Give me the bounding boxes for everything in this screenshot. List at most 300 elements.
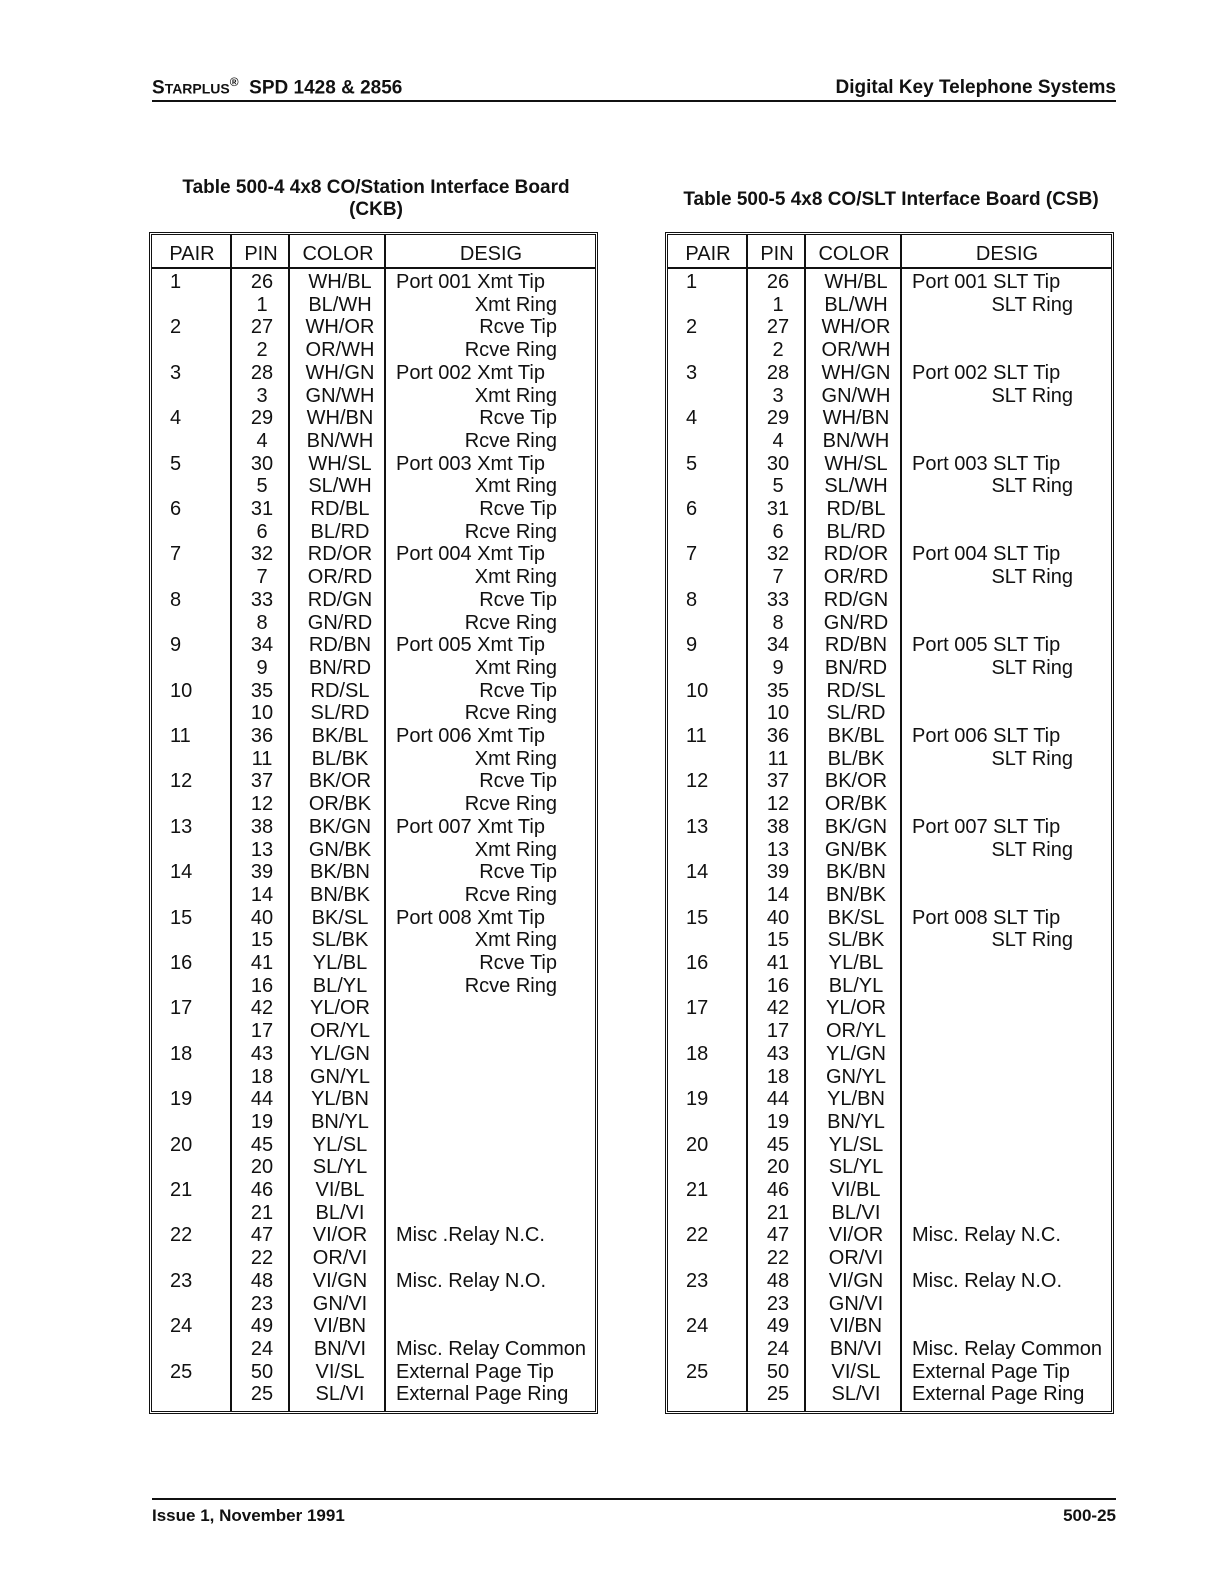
- pin-cell: 47: [766, 1224, 790, 1247]
- pin-cell: 18: [766, 1065, 790, 1088]
- table-row: [668, 657, 1111, 680]
- pair-cell: 9: [686, 634, 698, 657]
- pin-cell: 22: [766, 1247, 790, 1270]
- pin-cell: 23: [766, 1292, 790, 1315]
- table-row: [152, 657, 595, 680]
- table-row: [668, 1134, 1111, 1157]
- desig-cell: Port 006 SLT Tip: [912, 725, 1061, 747]
- desig-cell: Port 008 SLT Tip: [912, 906, 1061, 929]
- pair-cell: 1: [686, 271, 698, 293]
- pair-cell: 24: [170, 1315, 193, 1338]
- color-cell: VI/GN: [312, 1269, 368, 1292]
- color-cell: RD/BN: [824, 634, 888, 657]
- table1-caption: [160, 177, 592, 221]
- pair-cell: 6: [170, 498, 182, 520]
- pin-cell: 13: [250, 838, 274, 861]
- table-row: [152, 566, 595, 589]
- pair-cell: 11: [170, 725, 191, 747]
- col-header-desig: DESIG: [975, 243, 1039, 265]
- table-row: [668, 1179, 1111, 1202]
- table-row: [668, 907, 1111, 930]
- col-header-pin: PIN: [760, 243, 794, 265]
- table-row: [668, 385, 1111, 408]
- color-cell: BL/WH: [824, 293, 888, 316]
- desig-cell: Port 003 Xmt Tip: [396, 452, 545, 475]
- pin-cell: 5: [256, 475, 268, 498]
- pin-cell: 10: [766, 702, 790, 725]
- pin-cell: 42: [766, 997, 790, 1020]
- table-row: [668, 634, 1111, 657]
- color-cell: SL/VI: [831, 1383, 881, 1406]
- color-cell: GN/RD: [307, 611, 373, 634]
- pin-cell: 37: [250, 770, 274, 793]
- pair-cell: 13: [686, 815, 709, 838]
- table-row: [668, 1361, 1111, 1384]
- color-cell: VI/SL: [315, 1360, 365, 1383]
- table-row: [152, 929, 595, 952]
- table-row: [152, 1315, 595, 1338]
- pin-cell: 50: [250, 1360, 274, 1383]
- page-header: [152, 72, 1116, 102]
- table-row: [152, 1020, 595, 1043]
- pin-cell: 16: [250, 974, 274, 997]
- pair-cell: 2: [686, 316, 698, 339]
- pair-cell: 19: [170, 1088, 193, 1111]
- color-cell: VI/OR: [828, 1224, 884, 1247]
- desig-cell: Xmt Ring: [474, 747, 557, 770]
- pin-cell: 25: [250, 1383, 274, 1406]
- desig-cell: Port 001 Xmt Tip: [396, 271, 545, 293]
- color-cell: BL/BK: [827, 747, 885, 770]
- pin-cell: 17: [766, 1020, 790, 1043]
- pin-cell: 13: [766, 838, 790, 861]
- color-cell: BK/OR: [824, 770, 888, 793]
- pin-cell: 39: [250, 861, 274, 884]
- table-row: [152, 634, 595, 657]
- desig-cell: Port 004 SLT Tip: [912, 543, 1061, 566]
- color-cell: VI/OR: [312, 1224, 368, 1247]
- color-cell: BL/WH: [308, 293, 372, 316]
- col-header-pin: PIN: [244, 243, 278, 265]
- color-cell: RD/BL: [826, 498, 886, 520]
- pin-cell: 31: [766, 498, 790, 520]
- pin-cell: 1: [772, 293, 784, 316]
- color-cell: OR/BK: [308, 793, 372, 816]
- pair-cell: 4: [170, 407, 182, 430]
- table-row: [152, 952, 595, 975]
- brand-initial: S: [152, 77, 165, 98]
- table-row: [152, 543, 595, 566]
- pair-cell: 18: [686, 1042, 709, 1065]
- pin-cell: 49: [766, 1315, 790, 1338]
- pin-cell: 14: [250, 883, 274, 906]
- pin-cell: 33: [250, 588, 274, 611]
- color-cell: WH/OR: [305, 316, 375, 339]
- desig-cell: Rcve Ring: [464, 429, 557, 452]
- desig-cell: SLT Ring: [991, 747, 1073, 770]
- color-cell: WH/SL: [308, 452, 372, 475]
- color-cell: OR/WH: [821, 339, 891, 362]
- table-row: [152, 430, 595, 453]
- table-row: [668, 952, 1111, 975]
- desig-cell: Xmt Ring: [474, 384, 557, 407]
- pin-cell: 4: [772, 429, 784, 452]
- pin-cell: 26: [250, 271, 274, 293]
- pin-cell: 2: [256, 339, 268, 362]
- pair-cell: 3: [686, 361, 698, 384]
- color-cell: SL/WH: [308, 475, 372, 498]
- table-row: [668, 543, 1111, 566]
- table-row: [152, 1043, 595, 1066]
- table-row: [152, 861, 595, 884]
- color-cell: BK/SL: [827, 906, 885, 929]
- color-cell: RD/GN: [307, 588, 373, 611]
- pair-cell: 5: [686, 452, 698, 475]
- desig-cell: Xmt Ring: [474, 838, 557, 861]
- pin-cell: 47: [250, 1224, 274, 1247]
- model-name: SPD 1428 & 2856: [249, 77, 403, 98]
- color-cell: YL/BN: [827, 1088, 885, 1111]
- color-cell: OR/BK: [824, 793, 888, 816]
- table2-csb: [665, 232, 1114, 1414]
- table-row: [668, 1066, 1111, 1089]
- pin-cell: 25: [766, 1383, 790, 1406]
- table-row: [668, 839, 1111, 862]
- table-row: [152, 680, 595, 703]
- pin-cell: 50: [766, 1360, 790, 1383]
- table-row: [152, 1111, 595, 1134]
- pair-cell: 1: [170, 271, 182, 293]
- table-row: [668, 1247, 1111, 1270]
- table-row: [668, 975, 1111, 998]
- color-cell: BK/BN: [309, 861, 371, 884]
- table-row: [152, 475, 595, 498]
- color-cell: SL/YL: [312, 1156, 368, 1179]
- color-cell: YL/BL: [828, 952, 884, 974]
- table-row: [152, 339, 595, 362]
- desig-cell: SLT Ring: [991, 293, 1073, 316]
- desig-cell: Port 004 Xmt Tip: [396, 543, 545, 566]
- col-header-pair: PAIR: [685, 243, 731, 265]
- color-cell: WH/OR: [821, 316, 891, 339]
- color-cell: SL/BK: [827, 929, 885, 952]
- pair-cell: 22: [170, 1224, 193, 1247]
- desig-cell: Port 007 SLT Tip: [912, 815, 1061, 838]
- pin-cell: 34: [250, 634, 274, 657]
- pin-cell: 11: [251, 747, 273, 770]
- pin-cell: 7: [256, 566, 268, 589]
- pair-cell: 23: [686, 1269, 709, 1292]
- pin-cell: 8: [772, 611, 784, 634]
- table-row: [152, 1134, 595, 1157]
- color-cell: BL/RD: [310, 520, 370, 543]
- table2-caption: [666, 189, 1116, 211]
- pin-cell: 15: [250, 929, 274, 952]
- table-row: [668, 1293, 1111, 1316]
- table-row: [152, 770, 595, 793]
- desig-cell: Rcve Ring: [464, 883, 557, 906]
- color-cell: OR/YL: [825, 1020, 887, 1043]
- color-cell: WH/BN: [822, 407, 890, 430]
- pair-cell: 24: [686, 1315, 709, 1338]
- registered-mark: ®: [229, 74, 239, 89]
- color-cell: RD/OR: [823, 543, 889, 566]
- table-row: [152, 521, 595, 544]
- pair-cell: 13: [170, 815, 193, 838]
- desig-cell: Rcve Tip: [479, 407, 557, 430]
- table-row: [668, 1224, 1111, 1247]
- pair-cell: 10: [686, 679, 709, 702]
- pin-cell: 5: [772, 475, 784, 498]
- color-cell: VI/BL: [831, 1179, 881, 1201]
- pin-cell: 32: [766, 543, 790, 566]
- table1-caption-line2: (CKB): [349, 199, 403, 220]
- desig-cell: Port 006 Xmt Tip: [396, 725, 545, 747]
- pin-cell: 19: [766, 1110, 790, 1133]
- color-cell: BL/YL: [312, 974, 368, 997]
- color-cell: RD/GN: [823, 588, 889, 611]
- desig-cell: Rcve Ring: [464, 339, 557, 362]
- color-cell: BN/YL: [311, 1110, 369, 1133]
- desig-cell: Xmt Ring: [474, 293, 557, 316]
- color-cell: BN/VI: [313, 1337, 367, 1360]
- pin-cell: 39: [766, 861, 790, 884]
- pin-cell: 21: [766, 1201, 790, 1224]
- pin-cell: 18: [250, 1065, 274, 1088]
- desig-cell: Xmt Ring: [474, 475, 557, 498]
- header-title: Digital Key Telephone Systems: [835, 77, 1116, 98]
- pair-cell: 21: [686, 1179, 709, 1201]
- pin-cell: 9: [256, 656, 268, 679]
- table-row: [668, 589, 1111, 612]
- col-header-color: COLOR: [818, 243, 890, 265]
- table-row: [668, 498, 1111, 521]
- desig-cell: Rcve Tip: [479, 861, 557, 884]
- table-row: [668, 453, 1111, 476]
- color-cell: BK/BL: [827, 725, 885, 747]
- desig-cell: Rcve Tip: [479, 316, 557, 339]
- pair-cell: 16: [170, 952, 193, 974]
- table-row: [152, 1247, 595, 1270]
- color-cell: BK/BN: [825, 861, 887, 884]
- pin-cell: 36: [250, 725, 274, 747]
- table-row: [668, 612, 1111, 635]
- pair-cell: 19: [686, 1088, 709, 1111]
- col-header-desig: DESIG: [459, 243, 523, 265]
- pin-cell: 28: [766, 361, 790, 384]
- pin-cell: 23: [250, 1292, 274, 1315]
- color-cell: YL/SL: [312, 1133, 368, 1156]
- color-cell: OR/VI: [312, 1247, 368, 1270]
- table-row: [152, 316, 595, 339]
- color-cell: WH/BL: [824, 271, 888, 293]
- pin-cell: 41: [250, 952, 274, 974]
- pin-cell: 19: [250, 1110, 274, 1133]
- pin-cell: 15: [766, 929, 790, 952]
- color-cell: YL/OR: [309, 997, 371, 1020]
- desig-cell: SLT Ring: [991, 475, 1073, 498]
- color-cell: GN/VI: [312, 1292, 368, 1315]
- color-cell: BN/WH: [822, 429, 890, 452]
- table-row: [668, 702, 1111, 725]
- pair-cell: 14: [686, 861, 709, 884]
- table-row: [152, 407, 595, 430]
- pin-cell: 38: [250, 815, 274, 838]
- table1-header: [152, 235, 595, 269]
- color-cell: OR/WH: [305, 339, 375, 362]
- desig-cell: Xmt Ring: [474, 566, 557, 589]
- table-row: [668, 1383, 1111, 1406]
- pin-cell: 6: [256, 520, 268, 543]
- desig-cell: External Page Ring: [912, 1383, 1085, 1406]
- pin-cell: 40: [766, 906, 790, 929]
- table-row: [152, 1088, 595, 1111]
- table-row: [152, 294, 595, 317]
- table-row: [152, 1202, 595, 1225]
- pair-cell: 25: [686, 1360, 709, 1383]
- table-row: [152, 839, 595, 862]
- color-cell: VI/BN: [313, 1315, 367, 1338]
- table-row: [152, 1156, 595, 1179]
- header-product: [152, 75, 402, 99]
- color-cell: BN/WH: [306, 429, 374, 452]
- pin-cell: 41: [766, 952, 790, 974]
- pin-cell: 46: [250, 1179, 274, 1201]
- table-row: [152, 1293, 595, 1316]
- table-row: [668, 861, 1111, 884]
- desig-cell: Port 001 SLT Tip: [912, 271, 1061, 293]
- pin-cell: 32: [250, 543, 274, 566]
- color-cell: RD/SL: [826, 679, 886, 702]
- color-cell: BN/BK: [309, 883, 371, 906]
- desig-cell: Port 002 SLT Tip: [912, 361, 1061, 384]
- pin-cell: 4: [256, 429, 268, 452]
- pin-cell: 43: [766, 1042, 790, 1065]
- color-cell: BN/RD: [308, 656, 372, 679]
- table-row: [668, 997, 1111, 1020]
- desig-cell: SLT Ring: [991, 566, 1073, 589]
- color-cell: OR/RD: [823, 566, 889, 589]
- pair-cell: 8: [686, 588, 698, 611]
- color-cell: BL/BK: [311, 747, 369, 770]
- brand-rest: TARPLUS: [164, 80, 230, 96]
- table-row: [668, 929, 1111, 952]
- pin-cell: 24: [250, 1337, 274, 1360]
- pin-cell: 26: [766, 271, 790, 293]
- desig-cell: Port 007 Xmt Tip: [396, 815, 545, 838]
- desig-cell: Misc. Relay Common: [396, 1337, 587, 1360]
- pair-cell: 7: [170, 543, 182, 566]
- pin-cell: 20: [250, 1156, 274, 1179]
- pair-cell: 20: [170, 1133, 193, 1156]
- table-row: [152, 793, 595, 816]
- color-cell: WH/GN: [821, 361, 891, 384]
- table-row: [668, 316, 1111, 339]
- table-row: [152, 975, 595, 998]
- color-cell: BN/YL: [827, 1110, 885, 1133]
- color-cell: BL/YL: [828, 974, 884, 997]
- color-cell: BN/VI: [829, 1337, 883, 1360]
- table-row: [152, 884, 595, 907]
- pin-cell: 10: [250, 702, 274, 725]
- pin-cell: 45: [766, 1133, 790, 1156]
- pin-cell: 7: [772, 566, 784, 589]
- desig-cell: Rcve Ring: [464, 974, 557, 997]
- pair-cell: 17: [686, 997, 709, 1020]
- pin-cell: 38: [766, 815, 790, 838]
- table-row: [668, 1043, 1111, 1066]
- color-cell: GN/WH: [821, 384, 891, 407]
- desig-cell: Rcve Tip: [479, 588, 557, 611]
- desig-cell: SLT Ring: [991, 384, 1073, 407]
- table1-caption-line1: Table 500-4 4x8 CO/Station Interface Board: [182, 177, 570, 198]
- table-row: [668, 271, 1111, 294]
- color-cell: SL/RD: [310, 702, 370, 725]
- pin-cell: 30: [766, 452, 790, 475]
- pin-cell: 49: [250, 1315, 274, 1338]
- desig-cell: Rcve Ring: [464, 520, 557, 543]
- table-row: [152, 1270, 595, 1293]
- desig-cell: Xmt Ring: [474, 929, 557, 952]
- pin-cell: 34: [766, 634, 790, 657]
- color-cell: SL/WH: [824, 475, 888, 498]
- table-row: [668, 1315, 1111, 1338]
- pair-cell: 20: [686, 1133, 709, 1156]
- table-row: [668, 680, 1111, 703]
- table-row: [152, 1361, 595, 1384]
- table-row: [668, 1338, 1111, 1361]
- color-cell: RD/BN: [308, 634, 372, 657]
- color-cell: BK/GN: [308, 815, 372, 838]
- color-cell: SL/YL: [828, 1156, 884, 1179]
- pin-cell: 30: [250, 452, 274, 475]
- pair-cell: 14: [170, 861, 193, 884]
- pin-cell: 2: [772, 339, 784, 362]
- pair-cell: 16: [686, 952, 709, 974]
- pin-cell: 3: [772, 384, 784, 407]
- table1-ckb: [149, 232, 598, 1414]
- pair-cell: 15: [686, 906, 709, 929]
- color-cell: OR/RD: [307, 566, 373, 589]
- table-row: [152, 1179, 595, 1202]
- pair-cell: 17: [170, 997, 193, 1020]
- desig-cell: Rcve Ring: [464, 611, 557, 634]
- desig-cell: SLT Ring: [991, 929, 1073, 952]
- table-row: [668, 725, 1111, 748]
- pin-cell: 48: [766, 1269, 790, 1292]
- color-cell: GN/BK: [824, 838, 888, 861]
- pin-cell: 35: [766, 679, 790, 702]
- pin-cell: 37: [766, 770, 790, 793]
- color-cell: SL/RD: [826, 702, 886, 725]
- pair-cell: 5: [170, 452, 182, 475]
- desig-cell: SLT Ring: [991, 656, 1073, 679]
- color-cell: BK/SL: [311, 906, 369, 929]
- table-row: [152, 498, 595, 521]
- pin-cell: 6: [772, 520, 784, 543]
- page-footer: [152, 1498, 1116, 1525]
- pair-cell: 12: [686, 770, 709, 793]
- table-row: [668, 407, 1111, 430]
- pin-cell: 43: [250, 1042, 274, 1065]
- color-cell: WH/BL: [308, 271, 372, 293]
- pin-cell: 14: [766, 883, 790, 906]
- pair-cell: 25: [170, 1360, 193, 1383]
- pin-cell: 16: [766, 974, 790, 997]
- color-cell: YL/SL: [828, 1133, 884, 1156]
- pair-cell: 10: [170, 679, 193, 702]
- pair-cell: 18: [170, 1042, 193, 1065]
